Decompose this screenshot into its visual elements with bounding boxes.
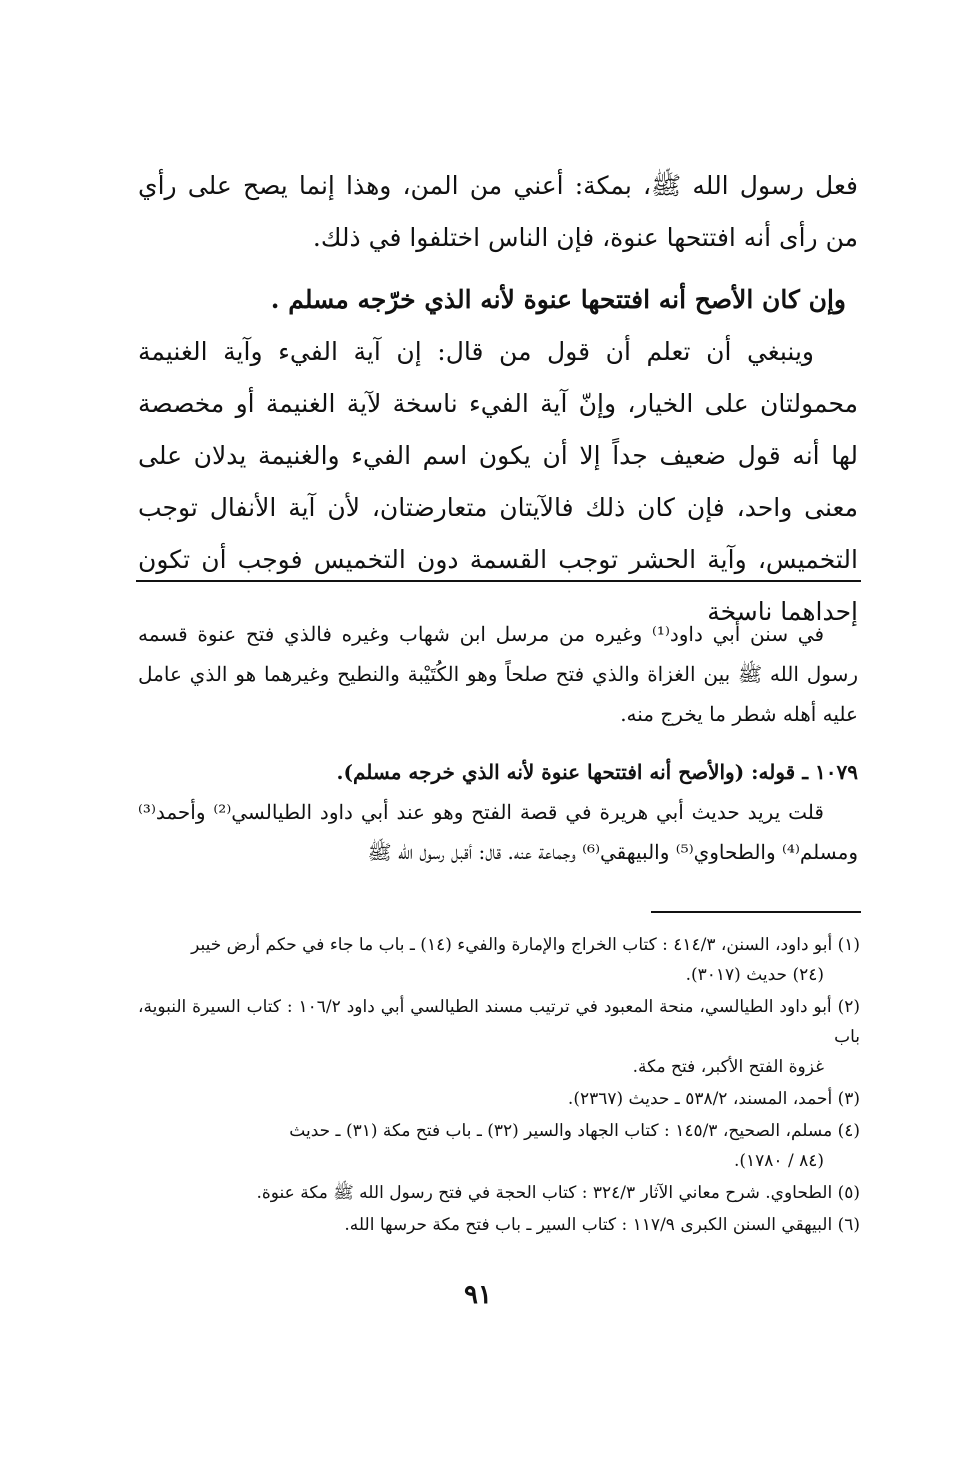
footnotes-list [138,930,860,1242]
footnote-number: (١) [837,935,860,955]
page-number: ٩١ [464,1280,492,1310]
footnote [138,1084,860,1114]
footnote [138,1116,860,1176]
main-text-opening: فعل رسول الله ﷺ، بمكة: أعني من المن، وهذا إنما يصح على رأي من رأى أنه افتتحها عنوة، فإن الناس اختلفوا في ذلك. [138,171,858,252]
footnote [138,1210,860,1240]
footnote-continuation: غزوة الفتح الأكبر، فتح مكة. [632,1057,824,1077]
footnote-continuation: (٨٤ / ١٧٨٠). [733,1151,824,1171]
footnote-number: (٤) [837,1121,860,1141]
footnote-text: أبو داود، السنن، ٤١٤/٣ : كتاب الخراج والإمارة والفيء (١٤) ـ باب ما جاء في حكم أرض خيبر [191,935,833,955]
footnote-text: مسلم، الصحيح، ١٤٥/٣ : كتاب الجهاد والسير (٣٢) ـ باب فتح مكة (٣١) ـ حديث [289,1121,833,1141]
commentary-paragraph-2: قلت يريد حديث أبي هريرة في قصة الفتح وهو عند أبي داود الطيالسي⁽²⁾ وأحمد⁽³⁾ ومسلم⁽⁴⁾ والطحاوي⁽⁵⁾ والبيهقي⁽⁶⁾ وجماعة عنه. قال: أقبل رسول الله ﷺ [138,800,858,864]
footnote-number: (٢) [837,997,860,1017]
footnotes-separator [651,911,861,913]
main-paragraph: وينبغي أن تعلم أن قول من قال: إن آية الفيء وآية الغنيمة محمولتان على الخيار، وإنّ آية الفيء ناسخة لآية الغنيمة أو مخصصة لها أنه قول ضعيف جداً إلا أن يكون اسم الفيء والغنيمة يدلان على معنى واحد، فإن كان ذلك فالآيتان متعارضتان، لأن آية الأنفال توجب التخميس، وآية الحشر توجب القسمة دون التخميس فوجب أن تكون إحداهما ناسخة [138,337,858,626]
footnote [138,1178,860,1208]
commentary-heading: ١٠٧٩ ـ قوله: (والأصح أنه افتتحها عنوة لأنه الذي خرجه مسلم). [336,760,858,784]
footnote [138,992,860,1082]
footnote-number: (٦) [837,1215,860,1235]
footnote-number: (٥) [837,1183,860,1203]
footnote-text: أحمد، المسند، ٥٣٨/٢ ـ حديث (٢٣٦٧). [567,1089,833,1109]
footnote-text: الطحاوي. شرح معاني الآثار ٣٢٤/٣ : كتاب الحجة في فتح رسول الله ﷺ مكة عنوة. [256,1183,833,1203]
commentary-block [138,614,858,872]
commentary-paragraph-1: في سنن أبي داود⁽¹⁾ وغيره من مرسل ابن شهاب وغيره فالذي فتح عنوة قسمه رسول الله ﷺ بين الغزاة والذي فتح صلحاً وهو الكُتَيْبة والنطيح وغيرهما هو الذي عامل عليه أهله شطر ما يخرج منه. [138,622,858,726]
main-section-heading: وإن كان الأصح أنه افتتحها عنوة لأنه الذي خرّجه مسلم . [270,285,846,314]
footnote [138,930,860,990]
footnote-text: البيهقي السنن الكبرى ١١٧/٩ : كتاب السير ـ باب فتح مكة حرسها الله. [344,1215,833,1235]
footnote-text: أبو داود الطيالسي، منحة المعبود في ترتيب مسند الطيالسي أبي داود ١٠٦/٢ : كتاب السيرة النبوية، باب [138,997,860,1047]
main-text-separator [136,580,861,582]
main-text-block [138,160,858,638]
footnote-continuation: (٢٤) حديث (٣٠١٧). [685,965,824,985]
footnote-number: (٣) [837,1089,860,1109]
